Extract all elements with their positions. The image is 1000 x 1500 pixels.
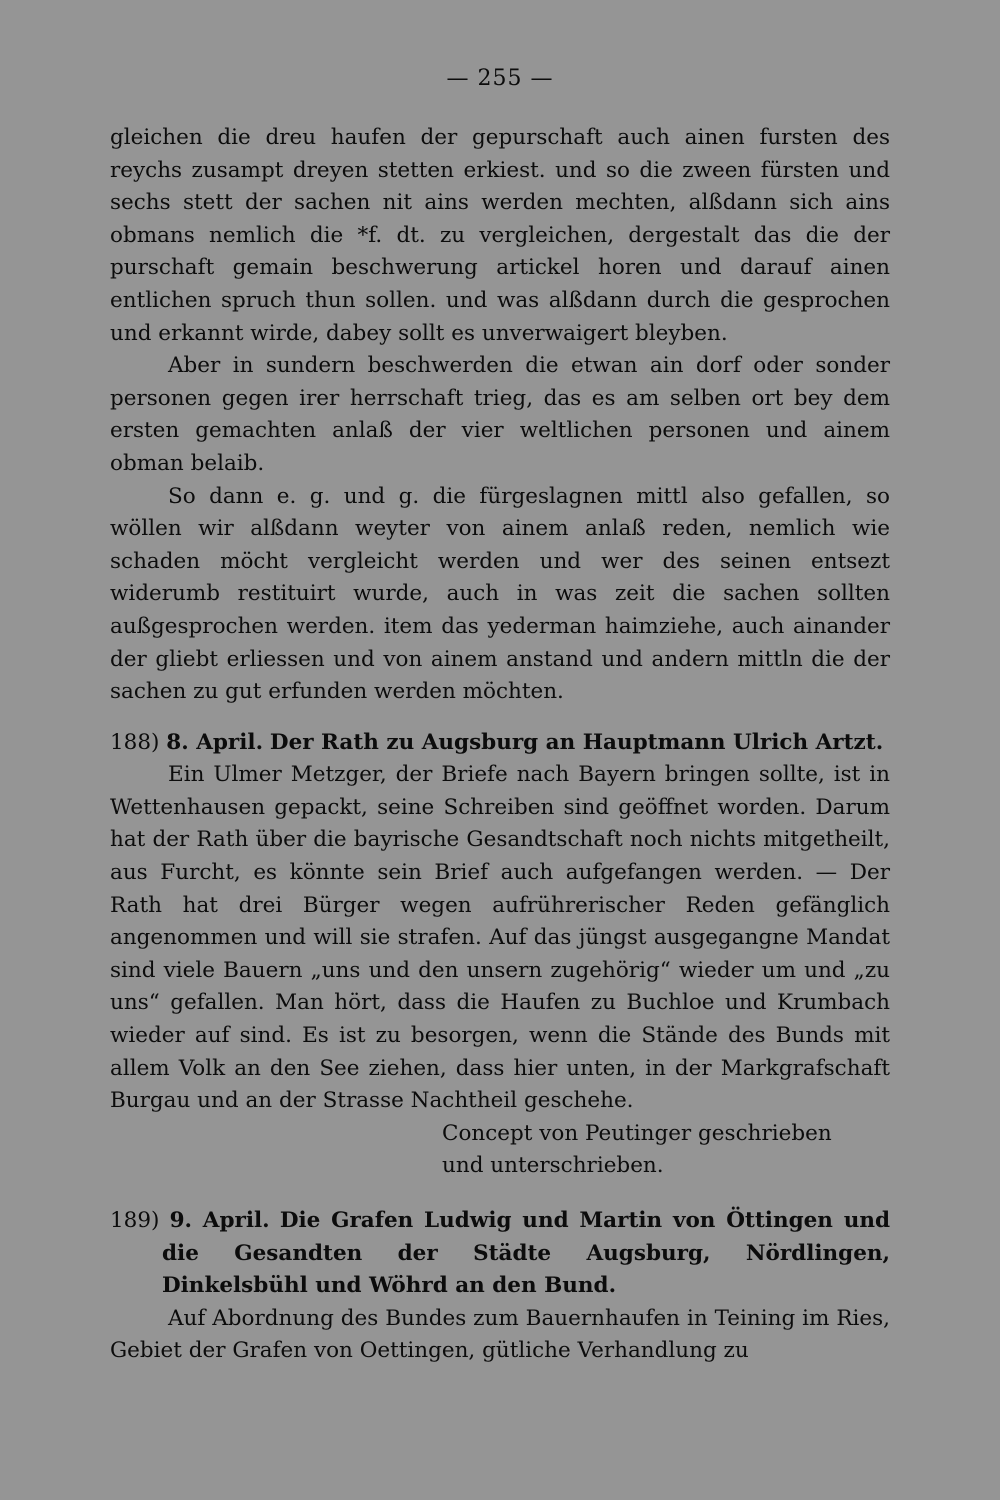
entry-date: 8. April. — [166, 729, 264, 755]
paragraph: Aber in sundern beschwerden die etwan ain dorf oder sonder personen gegen irer herrschaft trieg, das es am selben ort bey dem ersten gemachten anlaß der vier weltlichen personen und ainem obman belaib. — [110, 353, 890, 476]
entry-title: Die Grafen Ludwig und Martin von Öttingen und die Gesandten der Städte Augsburg, Nördlingen, Dinkelsbühl und Wöhrd an den Bund. — [162, 1208, 891, 1299]
entry-188-body: Ein Ulmer Metzger, der Briefe nach Bayern bringen sollte, ist in Wettenhausen gepackt, seine Schreiben sind geöffnet worden. Darum hat der Rath über die bayrische Gesandtschaft noch nichts mitgetheilt, aus Furcht, es könnte sein Brief auch aufgefangen werden. — Der Rath hat drei Bürger wegen aufrührerischer Reden gefänglich angenommen und will sie strafen. Auf das jüngst ausgegangne Mandat sind viele Bauern „uns und den unsern zugehörig“ wieder um und „zu uns“ gefallen. Man hört, dass die Haufen zu Buchloe und Krumbach wieder auf sind. Es ist zu besorgen, wenn die Stände des Bunds mit allem Volk an den See ziehen, dass hier unten, in der Markgrafschaft Burgau und an der Strasse Nachtheil geschehe. — [110, 762, 890, 1114]
entry-date: 9. April. — [169, 1208, 270, 1233]
entry-number: 188) — [110, 729, 160, 755]
note-line: und unterschrieben. — [442, 1153, 664, 1179]
entry-number: 189) — [110, 1208, 160, 1233]
entry-189-heading — [110, 1205, 890, 1303]
paragraph: So dann e. g. und g. die fürgeslagnen mittl also gefallen, so wöllen wir alßdann weyter von ainem anlaß reden, nemlich wie schaden möcht vergleicht werden und wer des seinen entsezt widerumb restituirt wurde, auch in was zeit die sachen sollten außgesprochen werden. item das yederman haimziehe, auch ainander der gliebt erliessen und von ainem anstand und andern mittln die der sachen zu gut erfunden werden möchten. — [110, 483, 890, 705]
paragraph: gleichen die dreu haufen der gepurschaft auch ainen fursten des reychs zusampt dreyen stetten erkiest. und so die zween fürsten und sechs stett der sachen nit ains werden mechten, alßdann sich ains obmans nemlich die *f. dt. zu vergleichen, dergestalt das die der purschaft gemain beschwerung artickel horen und darauf ainen entlichen spruch thun sollen. und was alßdann durch die gesprochen und erkannt wirde, dabey sollt es unverwaigert bleyben. — [110, 125, 890, 346]
entry-189-body: Auf Abordnung des Bundes zum Bauernhaufen in Teining im Ries, Gebiet der Grafen von Oettingen, gütliche Verhandlung zu — [110, 1305, 890, 1364]
entry-title: Der Rath zu Augsburg an Hauptmann Ulrich Artzt. — [269, 729, 884, 755]
page-number: — 255 — — [446, 66, 554, 91]
document-page — [110, 62, 890, 1368]
entry-188-heading — [110, 727, 890, 760]
note-line: Concept von Peutinger geschrieben — [442, 1120, 832, 1146]
entry-188-note — [442, 1118, 890, 1183]
